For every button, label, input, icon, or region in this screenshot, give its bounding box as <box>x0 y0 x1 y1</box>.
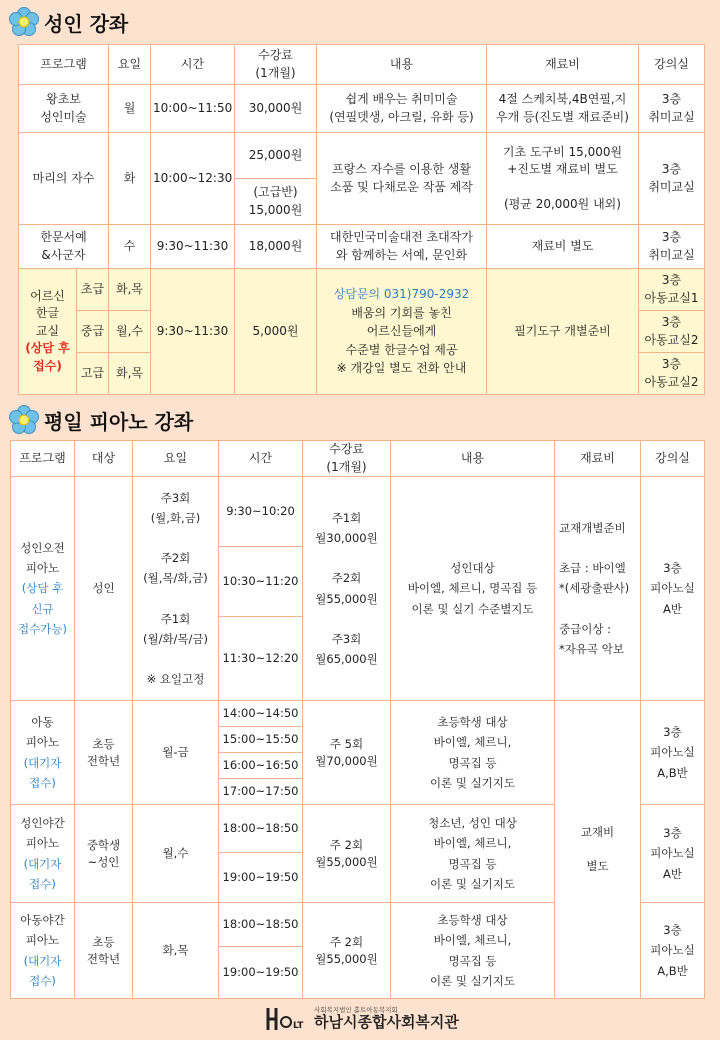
flower-icon <box>8 404 40 436</box>
material-cell: 필기도구 개별준비 <box>487 269 639 395</box>
program-cell: 어르신 한글 교실 (상담 후 접수) <box>19 269 77 395</box>
content-cell: 초등학생 대상 바이엘, 체르니, 명곡집 등 이론 및 실기지도 <box>391 701 555 805</box>
header-row <box>19 45 705 85</box>
day-cell: 월-금 <box>133 701 219 805</box>
material-cell: 교재비 별도 <box>555 701 641 999</box>
svg-text:LT: LT <box>293 1021 304 1031</box>
material-cell: 교재개별준비 초급 : 바이엘 *(세광출판사) 중급이상 : *자유곡 악보 <box>555 477 641 701</box>
content-cell: 청소년, 성인 대상 바이엘, 체르니, 명곡집 등 이론 및 실기지도 <box>391 805 555 903</box>
day-cell: 수 <box>109 225 151 269</box>
piano-courses-table <box>10 440 705 999</box>
level-cell: 고급 <box>77 353 109 395</box>
room-cell: 3층 취미교실 <box>639 133 705 225</box>
target-cell: 중학생 ~성인 <box>75 805 133 903</box>
header-material: 재료비 <box>487 45 639 85</box>
fee-cell: (고급반) 15,000원 <box>235 179 317 225</box>
content-cell: 프랑스 자수를 이용한 생활 소품 및 다채로운 작품 제작 <box>317 133 487 225</box>
program-cell: 성인오전 피아노 (상담 후 신규 접수가능) <box>11 477 75 701</box>
table-row <box>19 269 705 311</box>
room-cell: 3층 아동교실2 <box>639 311 705 353</box>
day-cell: 화,목 <box>109 353 151 395</box>
day-cell: 월,수 <box>109 311 151 353</box>
target-cell: 성인 <box>75 477 133 701</box>
table-row <box>11 477 705 547</box>
section2-title <box>8 404 193 436</box>
program-cell: 아동 피아노 (대기자 접수) <box>11 701 75 805</box>
target-cell: 초등 전학년 <box>75 903 133 999</box>
program-cell: 마리의 자수 <box>19 133 109 225</box>
room-cell: 3층 피아노실 A,B반 <box>641 903 705 999</box>
header-row <box>11 441 705 477</box>
room-cell: 3층 취미교실 <box>639 225 705 269</box>
room-cell: 3층 피아노실 A반 <box>641 477 705 701</box>
time-cell: 11:30~12:20 <box>219 617 303 701</box>
room-cell: 3층 피아노실 A반 <box>641 805 705 903</box>
program-cell: 성인야간 피아노 (대기자 접수) <box>11 805 75 903</box>
day-cell: 월 <box>109 85 151 133</box>
day-cell: 화,목 <box>109 269 151 311</box>
room-cell: 3층 피아노실 A,B반 <box>641 701 705 805</box>
header-target: 대상 <box>75 441 133 477</box>
content-cell: 상담문의 031)790-2932 배움의 기회를 놓친 어르신들에게 수준별 한글수업 제공 ※ 개강일 별도 전화 안내 <box>317 269 487 395</box>
adult-courses-table <box>18 44 705 395</box>
header-fee: 수강료 (1개월) <box>303 441 391 477</box>
table-row <box>19 85 705 133</box>
time-cell: 15:00~15:50 <box>219 727 303 753</box>
holt-logo <box>262 1004 310 1034</box>
day-cell: 월,수 <box>133 805 219 903</box>
program-cell: 아동야간 피아노 (대기자 접수) <box>11 903 75 999</box>
room-cell: 3층 아동교실1 <box>639 269 705 311</box>
fee-cell: 30,000원 <box>235 85 317 133</box>
time-cell: 9:30~11:30 <box>151 269 235 395</box>
time-cell: 17:00~17:50 <box>219 779 303 805</box>
time-cell: 10:30~11:20 <box>219 547 303 617</box>
header-time: 시간 <box>151 45 235 85</box>
program-cell: 왕초보 성인미술 <box>19 85 109 133</box>
time-cell: 9:30~11:30 <box>151 225 235 269</box>
header-material: 재료비 <box>555 441 641 477</box>
table-row <box>19 133 705 179</box>
content-cell: 성인대상 바이엘, 체르니, 명곡집 등 이론 및 실기 수준별지도 <box>391 477 555 701</box>
table-row <box>11 701 705 727</box>
material-cell: 4절 스케치북,4B연필,지 우개 등(진도별 재료준비) <box>487 85 639 133</box>
time-cell: 19:00~19:50 <box>219 853 303 903</box>
content-cell: 초등학생 대상 바이엘, 체르니, 명곡집 등 이론 및 실기지도 <box>391 903 555 999</box>
room-cell: 3층 취미교실 <box>639 85 705 133</box>
section1-title <box>8 6 128 38</box>
content-cell: 대한민국미술대전 초대작가 와 함께하는 서예, 문인화 <box>317 225 487 269</box>
header-time: 시간 <box>219 441 303 477</box>
table-row <box>19 225 705 269</box>
material-cell: 재료비 별도 <box>487 225 639 269</box>
header-fee: 수강료 (1개월) <box>235 45 317 85</box>
level-cell: 중급 <box>77 311 109 353</box>
header-content: 내용 <box>317 45 487 85</box>
footer <box>262 1002 502 1036</box>
fee-cell: 주 2회 월55,000원 <box>303 903 391 999</box>
time-cell: 10:00~11:50 <box>151 85 235 133</box>
flower-icon <box>8 6 40 38</box>
fee-cell: 주 2회 월55,000원 <box>303 805 391 903</box>
day-cell: 화 <box>109 133 151 225</box>
target-cell: 초등 전학년 <box>75 701 133 805</box>
level-cell: 초급 <box>77 269 109 311</box>
header-day: 요일 <box>133 441 219 477</box>
org-name: 하남시종합사회복지관 <box>314 1013 459 1032</box>
org-small-text: 사회복지법인 홀트아동복지회 <box>314 1005 398 1014</box>
header-day: 요일 <box>109 45 151 85</box>
header-content: 내용 <box>391 441 555 477</box>
time-cell: 14:00~14:50 <box>219 701 303 727</box>
time-cell: 16:00~16:50 <box>219 753 303 779</box>
fee-cell: 주1회 월30,000원 주2회 월55,000원 주3회 월65,000원 <box>303 477 391 701</box>
day-cell: 화,목 <box>133 903 219 999</box>
time-cell: 19:00~19:50 <box>219 947 303 999</box>
fee-cell: 18,000원 <box>235 225 317 269</box>
day-cell: 주3회 (월,화,금) 주2회 (월,목/화,금) 주1회 (월/화/목/금) ※ 요일고정 <box>133 477 219 701</box>
fee-cell: 5,000원 <box>235 269 317 395</box>
fee-cell: 주 5회 월70,000원 <box>303 701 391 805</box>
fee-cell: 25,000원 <box>235 133 317 179</box>
header-room: 강의실 <box>641 441 705 477</box>
header-program: 프로그램 <box>11 441 75 477</box>
material-cell: 기초 도구비 15,000원 +진도별 재료비 별도 (평균 20,000원 내외) <box>487 133 639 225</box>
time-cell: 10:00~12:30 <box>151 133 235 225</box>
room-cell: 3층 아동교실2 <box>639 353 705 395</box>
time-cell: 9:30~10:20 <box>219 477 303 547</box>
time-cell: 18:00~18:50 <box>219 903 303 947</box>
section1-title-text: 성인 강좌 <box>44 11 129 36</box>
header-program: 프로그램 <box>19 45 109 85</box>
section2-title-text: 평일 피아노 강좌 <box>44 409 194 434</box>
time-cell: 18:00~18:50 <box>219 805 303 853</box>
program-cell: 한문서예 &사군자 <box>19 225 109 269</box>
header-room: 강의실 <box>639 45 705 85</box>
content-cell: 쉽게 배우는 취미미술 (연필뎃생, 아크릴, 유화 등) <box>317 85 487 133</box>
